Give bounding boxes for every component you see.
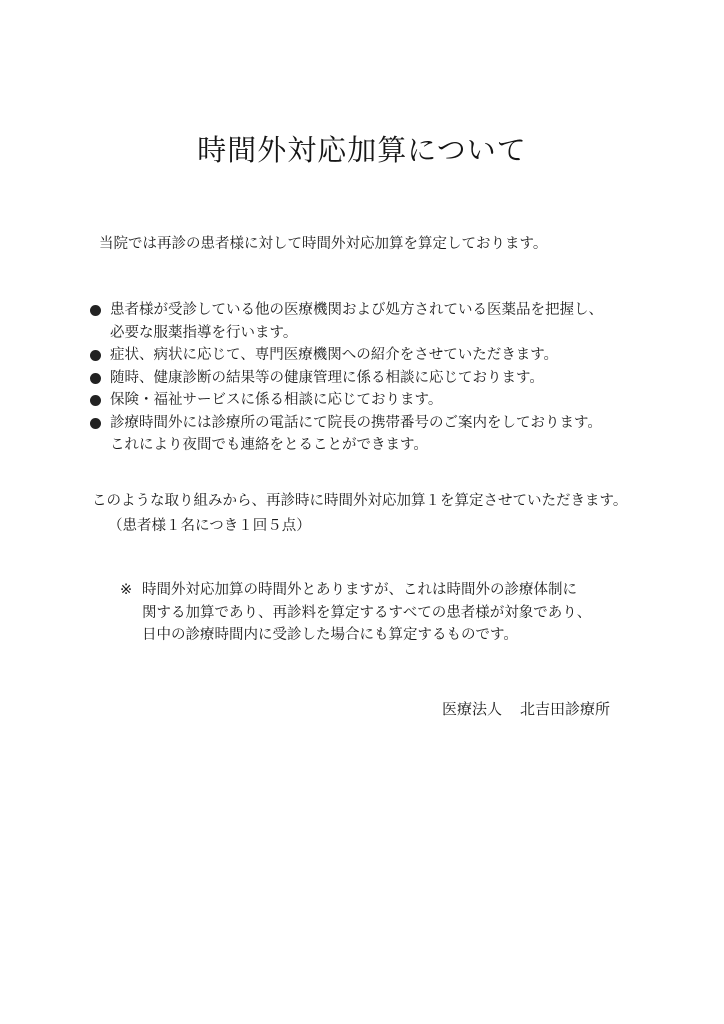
intro-text: 当院では再診の患者様に対して時間外対応加算を算定しております。: [99, 236, 548, 252]
list-item-text: 随時、健康診断の結果等の健康管理に係る相談に応じております。: [110, 369, 544, 386]
note-text: 時間外対応加算の時間外とありますが、これは時間外の診療体制に: [142, 582, 577, 598]
clinic-name: 北吉田診療所: [520, 700, 611, 718]
bullet-icon: [90, 395, 101, 406]
list-item: [88, 367, 603, 390]
list-item: [88, 299, 603, 344]
document-title: 時間外対応加算について: [197, 133, 527, 167]
note-text: 日中の診療時間内に受診した場合にも算定するものです。: [142, 627, 518, 643]
bullet-icon: [90, 305, 101, 316]
note-block: [120, 579, 591, 647]
list-item-text: 診療時間外には診療所の電話にて院長の携帯番号のご案内をしております。: [110, 414, 602, 431]
service-list: [88, 299, 603, 457]
list-item-text: 必要な服薬指導を行います。: [110, 324, 298, 341]
list-item: [88, 412, 603, 457]
note-text: 関する加算であり、再診料を算定するすべての患者様が対象であり、: [142, 604, 592, 621]
summary-block: [92, 489, 627, 539]
list-item-text: これにより夜間でも連絡をとることができます。: [110, 437, 428, 453]
organization-type: 医療法人: [442, 700, 503, 718]
bullet-icon: [90, 418, 101, 429]
signature: [442, 698, 610, 719]
note-body: [120, 579, 591, 647]
bullet-icon: [90, 373, 101, 384]
bullet-icon: [90, 350, 101, 361]
note-mark-icon: ※: [120, 582, 133, 598]
summary-text: このような取り組みから、再診時に時間外対応加算１を算定させていただきます。: [92, 493, 628, 509]
list-item-text: 患者様が受診している他の医療機関および処方されている医薬品を把握し、: [110, 302, 603, 318]
list-item-text: 保険・福祉サービスに係る相談に応じております。: [110, 392, 443, 408]
list-item: [88, 389, 603, 412]
list-item-text: 症状、病状に応じて、専門医療機関への紹介をさせていただきます。: [110, 347, 559, 363]
summary-fee-note: （患者様１名につき１回５点）: [108, 518, 311, 534]
list-item: [88, 344, 603, 367]
